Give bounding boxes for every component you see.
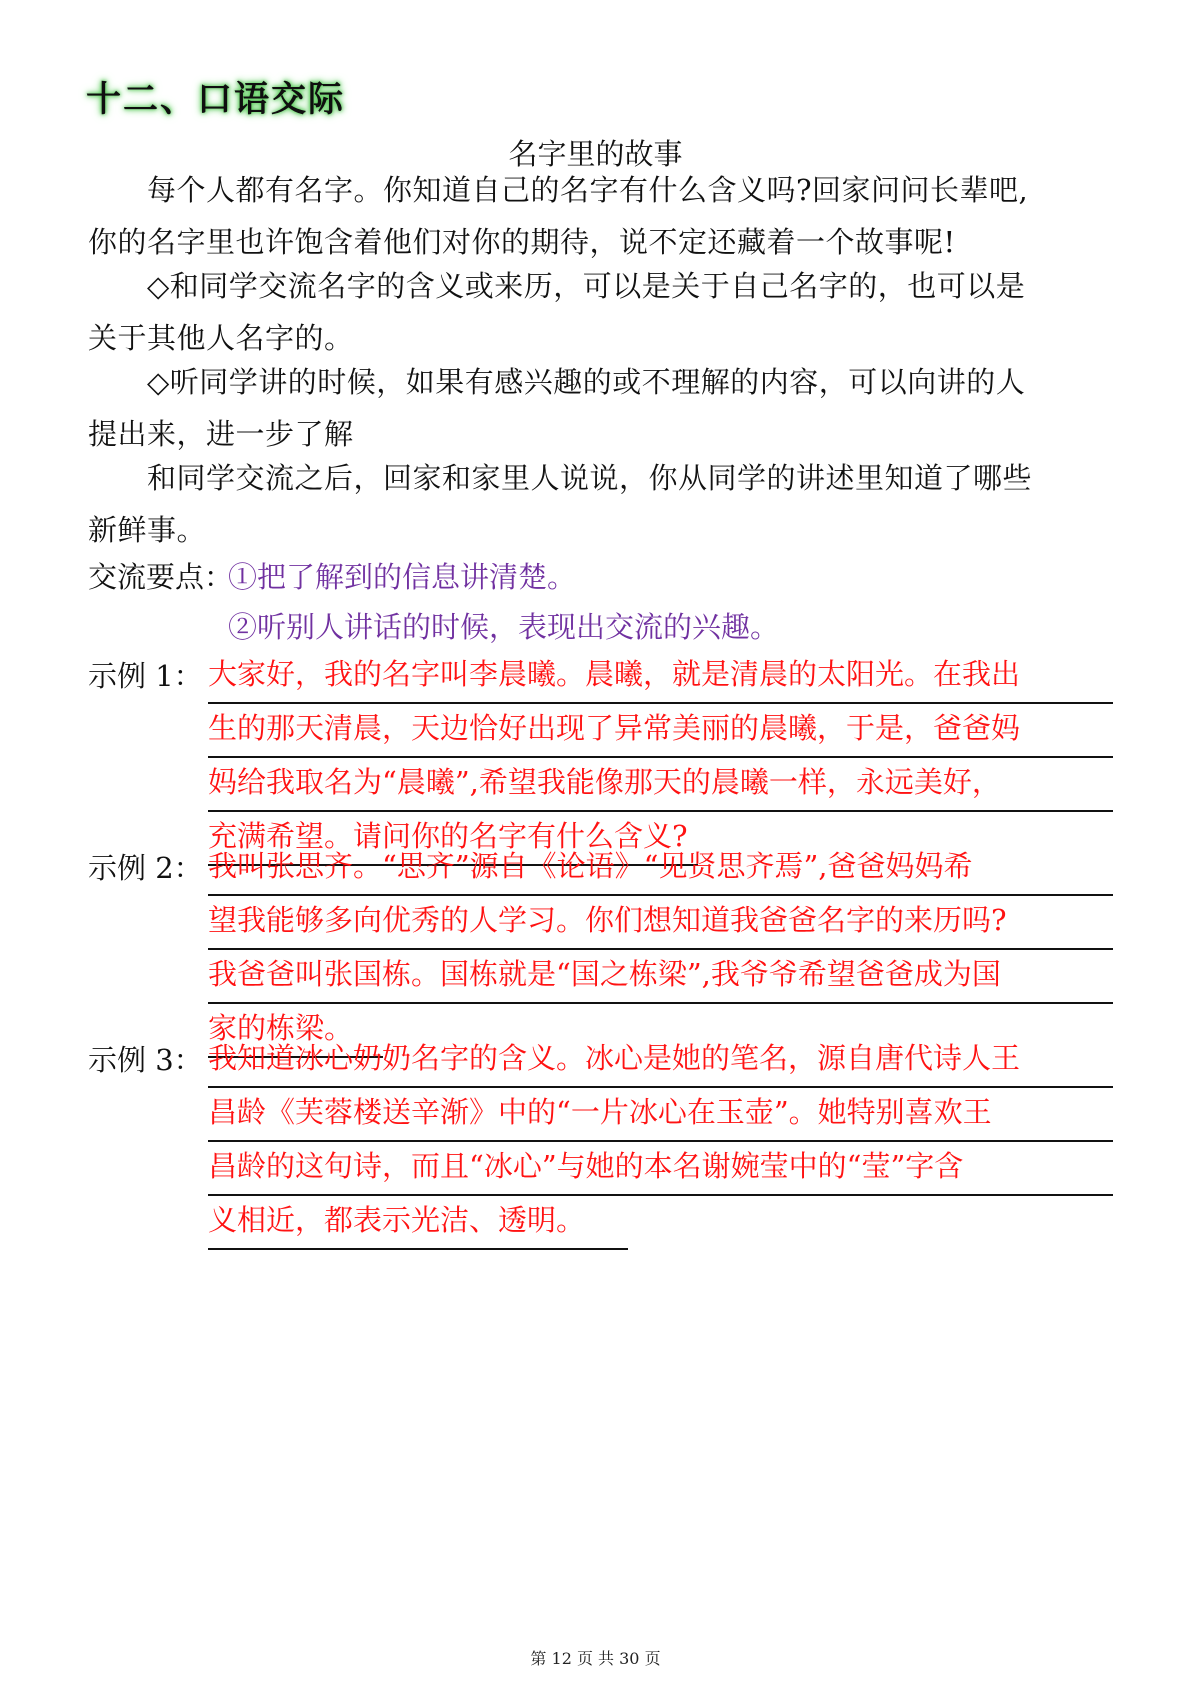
example-label: 示例 1： [88,659,203,693]
paragraph-line: 每个人都有名字。你知道自己的名字有什么含义吗?回家问问长辈吧, [88,173,1029,207]
example-line: 望我能够多向优秀的人学习。你们想知道我爸爸名字的来历吗? [208,896,1113,950]
task-paragraph-2 [88,356,1113,460]
example-line: 义相近，都表示光洁、透明。 [208,1196,628,1250]
page-footer: 第 12 页 共 30 页 [530,1649,661,1668]
example-line: 我爸爸叫张国栋。国栋就是“国之栋梁”,我爷爷希望爸爸成为国 [208,950,1113,1004]
paragraph-line: 你的名字里也许饱含着他们对你的期待，说不定还藏着一个故事呢! [88,225,956,259]
intro-paragraph [88,164,1113,268]
followup-paragraph [88,452,1113,556]
example-label: 示例 2： [88,851,203,885]
example-line: 昌龄《芙蓉楼送辛渐》中的“一片冰心在玉壶”。她特别喜欢王 [208,1088,1113,1142]
paragraph-line: 提出来，进一步了解 [88,417,354,451]
example-line: 大家好，我的名字叫李晨曦。晨曦，就是清晨的太阳光。在我出 [208,650,1113,704]
key-points-label: 交流要点： [88,560,234,594]
paragraph-line: 和同学交流之后，回家和家里人说说，你从同学的讲述里知道了哪些 [88,461,1033,495]
paragraph-line: 关于其他人名字的。 [88,321,354,355]
key-point-item: ①把了解到的信息讲清楚。 [228,560,577,594]
paragraph-line: ◇听同学讲的时候，如果有感兴趣的或不理解的内容，可以向讲的人 [88,365,1026,399]
example-line: 充满希望。请问你的名字有什么含义? [208,812,698,866]
paragraph-line: ◇和同学交流名字的含义或来历，可以是关于自己名字的，也可以是 [88,269,1026,303]
example-line: 我知道冰心奶奶名字的含义。冰心是她的笔名，源自唐代诗人王 [208,1034,1113,1088]
example-1-text [208,650,1113,866]
example-line: 昌龄的这句诗，而且“冰心”与她的本名谢婉莹中的“莹”字含 [208,1142,1113,1196]
section-title: 十二、口语交际 [86,80,346,120]
example-line: 家的栋梁。 [208,1004,383,1058]
paragraph-line: 新鲜事。 [88,513,207,547]
example-label: 示例 3： [88,1043,203,1077]
document-title: 名字里的故事 [508,137,683,171]
example-2-text [208,842,1113,1058]
example-line: 我叫张思齐。“思齐”源自《论语》“见贤思齐焉”,爸爸妈妈希 [208,842,1113,896]
example-3-text [208,1034,1113,1250]
example-line: 妈给我取名为“晨曦”,希望我能像那天的晨曦一样，永远美好， [208,758,1113,812]
task-paragraph-1 [88,260,1113,364]
example-line: 生的那天清晨，天边恰好出现了异常美丽的晨曦，于是，爸爸妈 [208,704,1113,758]
key-point-item: ②听别人讲话的时候，表现出交流的兴趣。 [228,610,780,644]
